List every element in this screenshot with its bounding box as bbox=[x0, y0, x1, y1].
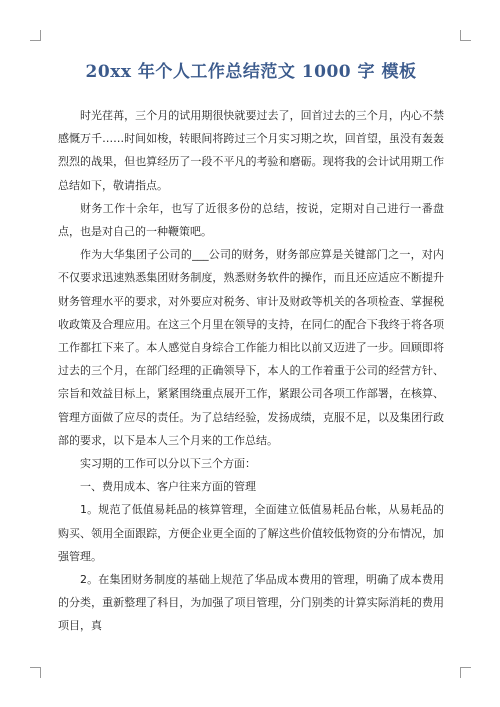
crop-mark-top-right bbox=[460, 30, 471, 41]
list-item-1: 1。规范了低值易耗品的核算管理，全面建立低值易耗品台帐，从易耗品的购买、领用全面跟踪，方便企业更全面的了解这些价值较低物资的分布情况，加强管理。 bbox=[58, 503, 444, 563]
section-heading-cost: 一、费用成本、客户往来方面的管理 bbox=[80, 480, 256, 494]
crop-mark-bottom-right bbox=[460, 667, 471, 678]
paragraph-intro: 时光荏苒，三个月的试用期很快就要过去了，回首过去的三个月，内心不禁感慨万千……时间如梭，转眼间将跨过三个月实习期之坎，回首望，虽没有轰轰烈烈的战果，但也算经历了一段不平凡的考验和磨砺。现将我的会计试用期工作总结如下，敬请指点。 bbox=[58, 109, 444, 192]
crop-mark-top-left bbox=[30, 30, 41, 41]
paragraph-experience: 财务工作十余年，也写了近很多份的总结，按说，定期对自己进行一番盘点，也是对自己的一种鞭策吧。 bbox=[58, 201, 444, 239]
list-item-2: 2。在集团财务制度的基础上规范了华品成本费用的管理，明确了成本费用的分类，重新整理了科目，为加强了项目管理，分门别类的计算实际消耗的费用项目，真 bbox=[58, 573, 444, 633]
document-body bbox=[58, 60, 444, 638]
document-title: 20xx 年个人工作总结范文 1000 字 模板 bbox=[85, 62, 417, 82]
paragraph-role: 作为大华集团子公司的___公司的财务，财务部应算是关键部门之一，对内不仅要求迅速熟悉集团财务制度，熟悉财务软件的操作，而且还应适应不断提升财务管理水平的要求，对外要应对税务、审计及财政等机关的各项检查、掌握税收政策及合理应用。在这三个月里在领导的支持，在同仁的配合下我终于将各项工作都扛下来了。本人感觉自身综合工作能力相比以前又迈进了一步。回顾即将过去的三个月，在部门经理的正确领导下，本人的工作着重于公司的经营方针、宗旨和效益目标上，紧紧围绕重点展开工作，紧跟公司各项工作部署，在核算、管理方面做了应尽的责任。为了总结经验，发扬成绩，克服不足，以及集团行政部的要求，以下是本人三个月来的工作总结。 bbox=[58, 248, 444, 447]
paragraph-aspects: 实习期的工作可以分以下三个方面： bbox=[80, 457, 256, 471]
crop-mark-bottom-left bbox=[30, 667, 41, 678]
